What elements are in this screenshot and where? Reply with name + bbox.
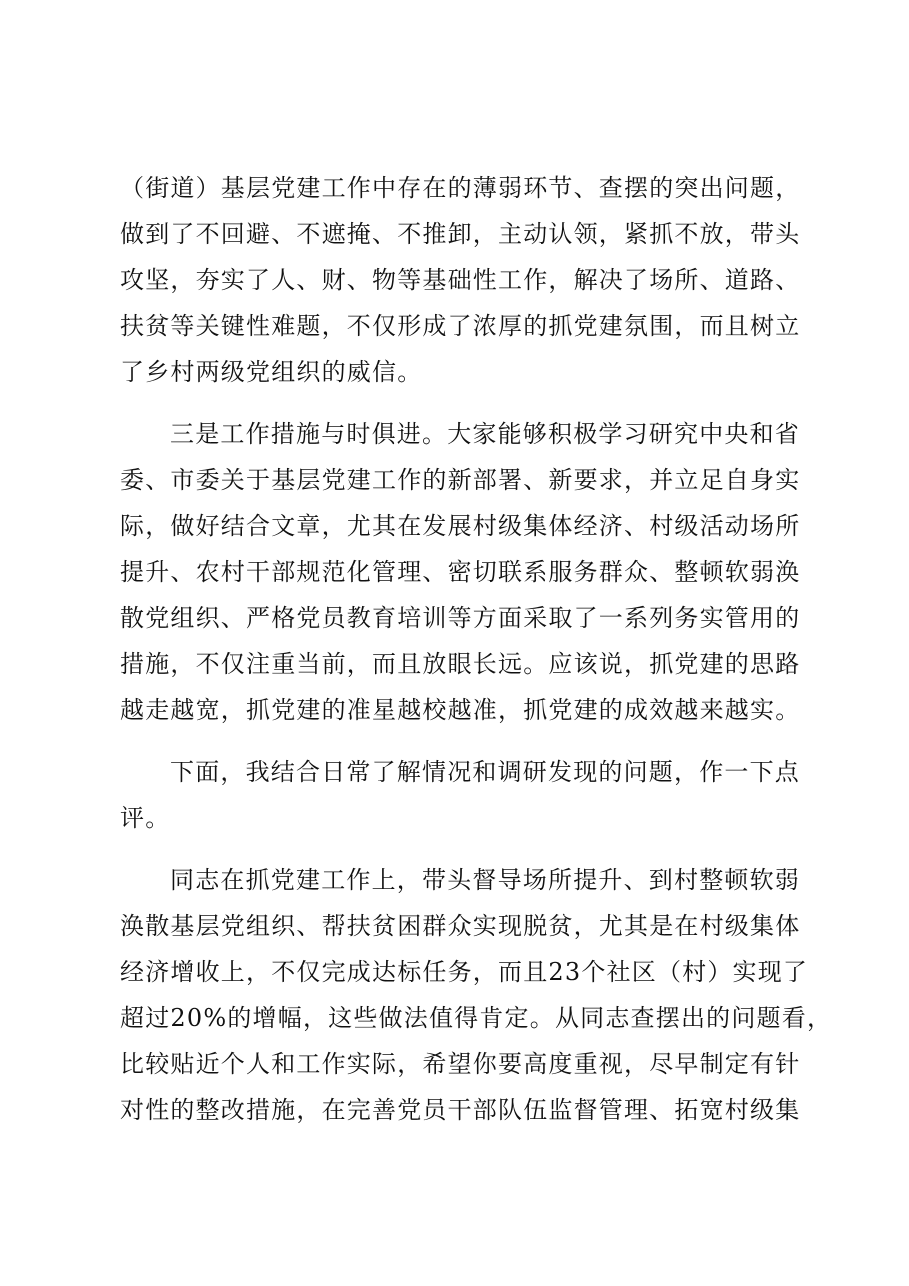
paragraph-line: （街道）基层党建工作中存在的薄弱环节、查摆的突出问题， [120,174,801,202]
paragraph-line: 对性的整改措施，在完善党员干部队伍监督管理、拓宽村级集 [120,1096,801,1124]
paragraph-line: 下面，我结合日常了解情况和调研发现的问题，作一下点 [170,758,800,786]
paragraph-line: 越走越宽，抓党建的准星越校越准，抓党建的成效越来越实。 [120,696,801,724]
paragraph-line: 措施，不仅注重当前，而且放眼长远。应该说，抓党建的思路 [120,650,801,678]
paragraph-line: 扶贫等关键性难题，不仅形成了浓厚的抓党建氛围，而且树立 [120,312,801,340]
paragraph-line: 委、市委关于基层党建工作的新部署、新要求，并立足自身实 [120,466,801,494]
paragraph-line: 经济增收上，不仅完成达标任务，而且23个社区（村）实现了 [120,958,809,986]
paragraph-line: 超过20%的增幅，这些做法值得肯定。从同志查摆出的问题看， [120,1004,833,1032]
paragraph-line: 散党组织、严格党员教育培训等方面采取了一系列务实管用的 [120,604,801,632]
paragraph-line: 提升、农村干部规范化管理、密切联系服务群众、整顿软弱涣 [120,558,801,586]
paragraph-line: 三是工作措施与时俱进。大家能够积极学习研究中央和省 [170,420,800,448]
paragraph-line: 了乡村两级党组织的威信。 [120,358,423,386]
paragraph-line: 同志在抓党建工作上，带头督导场所提升、到村整顿软弱 [170,866,800,894]
paragraph-line: 评。 [120,804,171,832]
paragraph-line: 做到了不回避、不遮掩、不推卸，主动认领，紧抓不放，带头 [120,220,801,248]
paragraph-line: 际，做好结合文章，尤其在发展村级集体经济、村级活动场所 [120,512,801,540]
paragraph-line: 攻坚，夯实了人、财、物等基础性工作，解决了场所、道路、 [120,266,801,294]
paragraph-line: 涣散基层党组织、帮扶贫困群众实现脱贫，尤其是在村级集体 [120,912,801,940]
paragraph-line: 比较贴近个人和工作实际，希望你要高度重视，尽早制定有针 [120,1050,801,1078]
